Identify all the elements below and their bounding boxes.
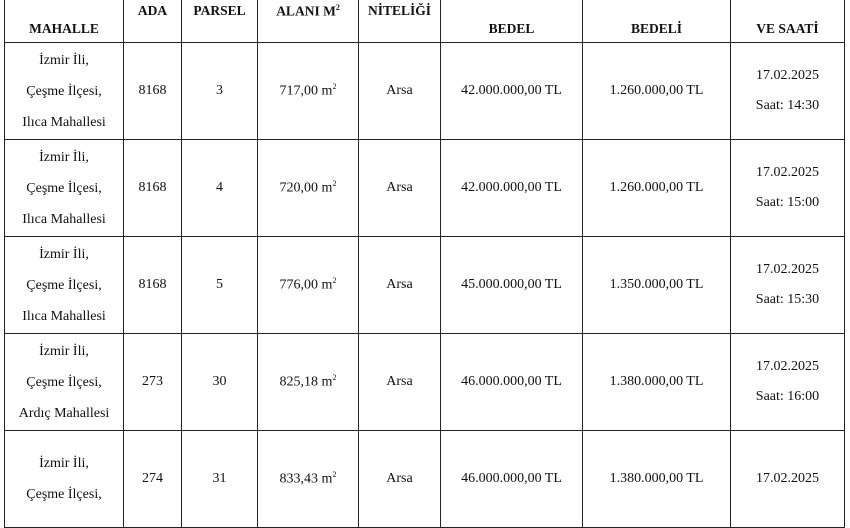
location-province: İzmir İli, bbox=[39, 343, 89, 359]
location-cell bbox=[5, 431, 124, 528]
bedel-cell: 42.000.000,00 TL bbox=[441, 43, 583, 140]
area-cell: 833,43 $m^2$ bbox=[258, 431, 359, 528]
location-neighborhood: Ilıca Mahallesi bbox=[22, 308, 106, 324]
header-alani: ALANI $M^2$ bbox=[258, 0, 359, 43]
bedeli-cell: 1.260.000,00 TL bbox=[583, 140, 731, 237]
header-parsel: PARSEL bbox=[182, 0, 258, 43]
location-district: Çeşme İlçesi, bbox=[26, 374, 102, 390]
ada-cell: 274 bbox=[124, 431, 182, 528]
location-neighborhood: Ardıç Mahallesi bbox=[18, 405, 110, 421]
table-row bbox=[5, 140, 845, 237]
table-row bbox=[5, 237, 845, 334]
nitelik-cell: Arsa bbox=[359, 43, 441, 140]
location-district: Çeşme İlçesi, bbox=[26, 180, 102, 196]
location-cell bbox=[5, 237, 124, 334]
table-row bbox=[5, 334, 845, 431]
ada-cell: 273 bbox=[124, 334, 182, 431]
table-row bbox=[5, 43, 845, 140]
date-time-cell bbox=[731, 140, 845, 237]
header-niteligi: NİTELİĞİ bbox=[359, 0, 441, 43]
parsel-cell: 5 bbox=[182, 237, 258, 334]
ada-cell: 8168 bbox=[124, 43, 182, 140]
parsel-cell: 30 bbox=[182, 334, 258, 431]
nitelik-cell: Arsa bbox=[359, 334, 441, 431]
auction-time: Saat: 16:00 bbox=[755, 389, 820, 404]
area-cell: 776,00 $m^2$ bbox=[258, 237, 359, 334]
ada-cell: 8168 bbox=[124, 140, 182, 237]
header-row bbox=[5, 0, 845, 43]
area-cell: 720,00 $m^2$ bbox=[258, 140, 359, 237]
auction-table bbox=[4, 0, 845, 528]
auction-date: 17.02.2025 bbox=[756, 262, 819, 277]
location-neighborhood: Ilıca Mahallesi bbox=[22, 211, 106, 227]
bedel-cell: 46.000.000,00 TL bbox=[441, 334, 583, 431]
header-ve-saati: VE SAATİ bbox=[731, 0, 845, 43]
location-province: İzmir İli, bbox=[39, 52, 89, 68]
location-neighborhood: Ilıca Mahallesi bbox=[22, 114, 106, 130]
auction-date: 17.02.2025 bbox=[756, 68, 819, 83]
table-row bbox=[5, 431, 845, 528]
bedel-cell: 42.000.000,00 TL bbox=[441, 140, 583, 237]
area-cell: 717,00 $m^2$ bbox=[258, 43, 359, 140]
parsel-cell: 31 bbox=[182, 431, 258, 528]
location-province: İzmir İli, bbox=[39, 149, 89, 165]
auction-date: 17.02.2025 bbox=[756, 359, 819, 374]
nitelik-cell: Arsa bbox=[359, 140, 441, 237]
date-time-cell bbox=[731, 43, 845, 140]
ada-cell: 8168 bbox=[124, 237, 182, 334]
bedeli-cell: 1.350.000,00 TL bbox=[583, 237, 731, 334]
location-cell bbox=[5, 43, 124, 140]
location-district: Çeşme İlçesi, bbox=[26, 83, 102, 99]
auction-date: 17.02.2025 bbox=[756, 471, 819, 486]
nitelik-cell: Arsa bbox=[359, 237, 441, 334]
location-province: İzmir İli, bbox=[39, 246, 89, 262]
date-time-cell bbox=[731, 334, 845, 431]
auction-time: Saat: 15:00 bbox=[755, 195, 820, 210]
location-district: Çeşme İlçesi, bbox=[26, 277, 102, 293]
bedeli-cell: 1.260.000,00 TL bbox=[583, 43, 731, 140]
parsel-cell: 4 bbox=[182, 140, 258, 237]
header-mahalle: MAHALLE bbox=[5, 0, 124, 43]
bedel-cell: 45.000.000,00 TL bbox=[441, 237, 583, 334]
location-cell bbox=[5, 334, 124, 431]
location-district: Çeşme İlçesi, bbox=[26, 487, 102, 502]
nitelik-cell: Arsa bbox=[359, 431, 441, 528]
location-cell bbox=[5, 140, 124, 237]
header-ada: ADA bbox=[124, 0, 182, 43]
auction-date: 17.02.2025 bbox=[756, 165, 819, 180]
bedel-cell: 46.000.000,00 TL bbox=[441, 431, 583, 528]
date-time-cell bbox=[731, 237, 845, 334]
auction-time: Saat: 15:30 bbox=[755, 292, 820, 307]
auction-time: Saat: 14:30 bbox=[755, 98, 820, 113]
parsel-cell: 3 bbox=[182, 43, 258, 140]
location-province: İzmir İli, bbox=[39, 456, 89, 471]
header-bedel: BEDEL bbox=[441, 0, 583, 43]
area-cell: 825,18 $m^2$ bbox=[258, 334, 359, 431]
date-time-cell bbox=[731, 431, 845, 528]
bedeli-cell: 1.380.000,00 TL bbox=[583, 431, 731, 528]
header-bedeli: BEDELİ bbox=[583, 0, 731, 43]
bedeli-cell: 1.380.000,00 TL bbox=[583, 334, 731, 431]
